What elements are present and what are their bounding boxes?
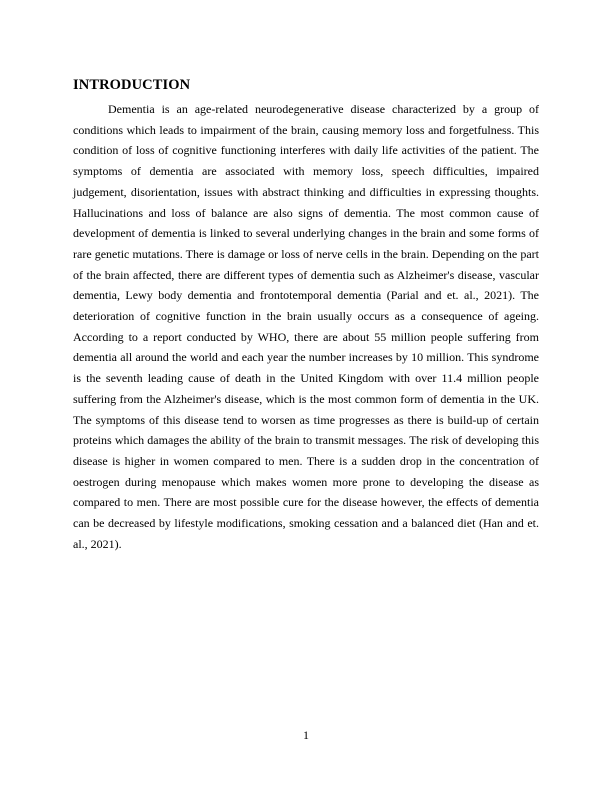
introduction-paragraph: Dementia is an age-related neurodegenerative disease characterized by a group of conditions which leads to impairment of the brain, causing memory loss and forgetfulness. This condition of loss of cognitive functioning interferes with daily life activities of the patient. The symptoms of dementia are associated with memory loss, speech difficulties, impaired judgement, disorientation, issues with abstract thinking and difficulties in expressing thoughts. Hallucinations and loss of balance are also signs of dementia. The most common cause of development of dementia is linked to several underlying changes in the brain and some forms of rare genetic mutations. There is damage or loss of nerve cells in the brain. Depending on the part of the brain affected, there are different types of dementia such as Alzheimer's disease, vascular dementia, Lewy body dementia and frontotemporal dementia (Parial and et. al., 2021). The deterioration of cognitive function in the brain usually occurs as a consequence of ageing. According to a report conducted by WHO, there are about 55 million people suffering from dementia all around the world and each year the number increases by 10 million. This syndrome is the seventh leading cause of death in the United Kingdom with over 11.4 million people suffering from the Alzheimer's disease, which is the most common form of dementia in the UK. The symptoms of this disease tend to worsen as time progresses as there is build-up of certain proteins which damages the ability of the brain to transmit messages. The risk of developing this disease is higher in women compared to men. There is a sudden drop in the concentration of oestrogen during menopause which makes women more prone to developing the disease as compared to men. There are most possible cure for the disease however, the effects of dementia can be decreased by lifestyle modifications, smoking cessation and a balanced diet (Han and et. al., 2021).: [73, 102, 539, 551]
page-number: 1: [303, 728, 309, 742]
section-heading: INTRODUCTION: [73, 77, 191, 93]
